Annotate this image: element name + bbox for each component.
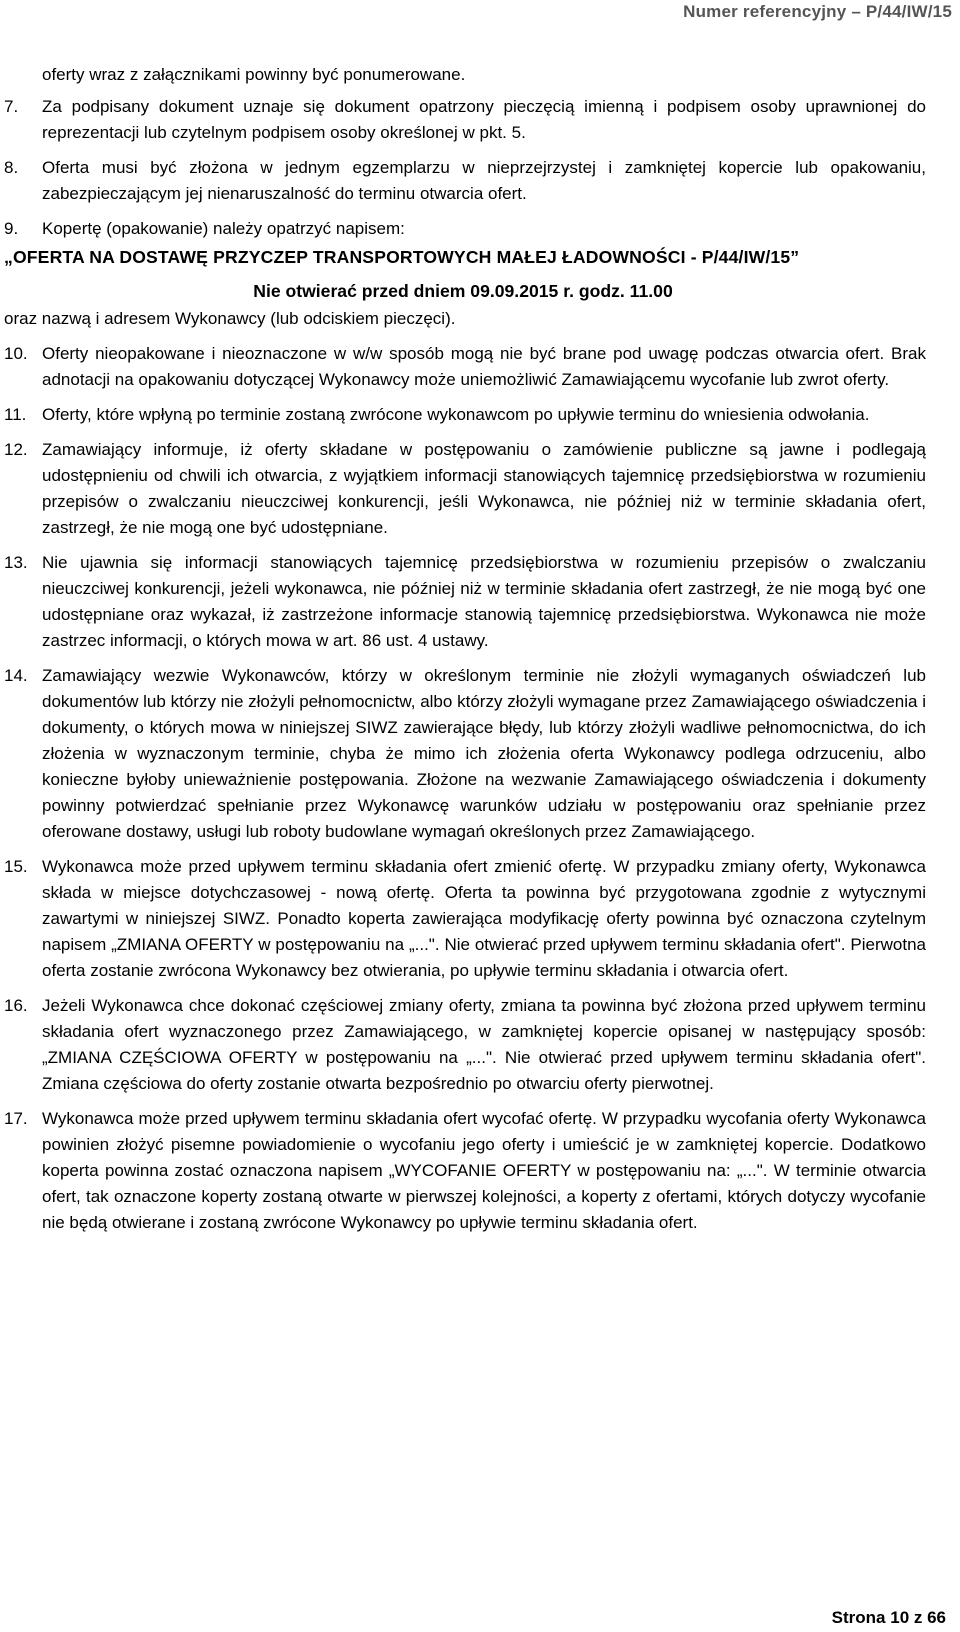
item-number: 15. — [4, 857, 28, 876]
item-text: Oferta musi być złożona w jednym egzemplarzu w nieprzejrzystej i zamkniętej kopercie lub opakowaniu, zabezpieczającym jej nienaruszalność do terminu otwarcia ofert. — [42, 158, 926, 203]
list-item — [0, 854, 926, 984]
item-text: Oferty, które wpłyną po terminie zostaną zwrócone wykonawcom po upływie terminu do wniesienia odwołania. — [42, 405, 870, 424]
envelope-label-title: „OFERTA NA DOSTAWĘ PRZYCZEP TRANSPORTOWYCH MAŁEJ ŁADOWNOŚCI - P/44/IW/15” — [4, 247, 800, 267]
item-number: 9. — [4, 219, 19, 238]
list-item — [0, 663, 926, 845]
item-number: 10. — [4, 344, 28, 363]
item-text: Jeżeli Wykonawca chce dokonać częściowej zmiany oferty, zmiana ta powinna być złożona przed upływem terminu składania ofert wyznaczonego przez Zamawiającego, w zamkniętej kopercie opisanej w następujący sposób: „ZMIANA CZĘŚCIOWA OFERTY w postępowaniu na „...". Nie otwierać przed upływem terminu składania ofert". Zmiana częściowa do oferty zostanie otwarta bezpośrednio po otwarciu oferty pierwotnej. — [42, 996, 926, 1093]
list-item — [0, 402, 926, 428]
item-number: 14. — [4, 666, 28, 685]
item-number: 12. — [4, 440, 28, 459]
item-text: Kopertę (opakowanie) należy opatrzyć napisem: — [42, 219, 405, 238]
envelope-label-date: Nie otwierać przed dniem 09.09.2015 r. godz. 11.00 — [253, 281, 673, 301]
list-item — [0, 993, 926, 1097]
list-item — [0, 341, 926, 393]
item-number: 16. — [4, 996, 28, 1015]
item-number: 11. — [4, 405, 27, 424]
document-body — [0, 62, 926, 1245]
item-number: 17. — [4, 1109, 28, 1128]
list-item — [0, 94, 926, 146]
item-text: Wykonawca może przed upływem terminu składania ofert wycofać ofertę. W przypadku wycofania oferty Wykonawca powinien złożyć pisemne powiadomienie o wycofaniu jego oferty i umieścić je w zamkniętej kopercie. Dodatkowo koperta powinna zostać oznaczona napisem „WYCOFANIE OFERTY w postępowaniu na: „...". W terminie otwarcia ofert, tak oznaczone koperty zostaną otwarte w pierwszej kolejności, a koperty z ofertami, których dotyczy wycofanie nie będą otwierane i zostaną zwrócone Wykonawcy po upływie terminu składania ofert. — [42, 1109, 926, 1232]
reference-number: Numer referencyjny – P/44/IW/15 — [683, 2, 952, 21]
item-text: Za podpisany dokument uznaje się dokument opatrzony pieczęcią imienną i podpisem osoby uprawnionej do reprezentacji lub czytelnym podpisem osoby określonej w pkt. 5. — [42, 97, 926, 142]
list-item — [0, 437, 926, 541]
item-text: Nie ujawnia się informacji stanowiących tajemnicę przedsiębiorstwa w rozumieniu przepisów o zwalczaniu nieuczciwej konkurencji, jeżeli wykonawca, nie później niż w terminie składania ofert zastrzegł, że nie mogą być one udostępniane oraz wykazał, iż zastrzeżone informacje stanowią tajemnicę przedsiębiorstwa. Wykonawca nie może zastrzec informacji, o których mowa w art. 86 ust. 4 ustawy. — [42, 553, 926, 650]
item-text: Wykonawca może przed upływem terminu składania ofert zmienić ofertę. W przypadku zmiany oferty, Wykonawca składa w miejsce dotychczasowej - nową ofertę. Oferta ta powinna być przygotowana zgodnie z wytycznymi zawartymi w niniejszej SIWZ. Ponadto koperta zawierająca modyfikację oferty powinna być oznaczona czytelnym napisem „ZMIANA OFERTY w postępowaniu na „...". Nie otwierać przed upływem terminu składania ofert". Pierwotna oferta zostanie zwrócona Wykonawcy bez otwierania, po upływie terminu składania i otwarcia ofert. — [42, 857, 926, 980]
list-item — [0, 216, 926, 242]
item-number: 13. — [4, 553, 28, 572]
list-item — [0, 1106, 926, 1236]
item-text: Oferty nieopakowane i nieoznaczone w w/w sposób mogą nie być brane pod uwagę podczas otwarcia ofert. Brak adnotacji na opakowaniu dotyczącej Wykonawcy może uniemożliwić Zamawiającemu wycofanie lub zwrot oferty. — [42, 344, 926, 389]
intro-continuation: oferty wraz z załącznikami powinny być ponumerowane. — [42, 65, 466, 84]
list-item — [0, 155, 926, 207]
item-text: Zamawiający informuje, iż oferty składane w postępowaniu o zamówienie publiczne są jawne i podlegają udostępnieniu od chwili ich otwarcia, z wyjątkiem informacji stanowiących tajemnicę przedsiębiorstwa w rozumieniu przepisów o zwalczaniu nieuczciwej konkurencji, jeśli Wykonawca, nie później niż w terminie składania ofert, zastrzegł, że nie mogą one być udostępniane. — [42, 440, 926, 537]
item-text: Zamawiający wezwie Wykonawców, którzy w określonym terminie nie złożyli wymaganych oświadczeń lub dokumentów lub którzy nie złożyli pełnomocnictw, albo którzy złożyli wymagane przez Zamawiającego oświadczenia i dokumenty, o których mowa w niniejszej SIWZ zawierające błędy, lub którzy złożyli wadliwe pełnomocnictwa, do ich złożenia w wyznaczonym terminie, chyba że mimo ich złożenia oferta Wykonawcy podlega odrzuceniu, albo konieczne byłoby unieważnienie postępowania. Złożone na wezwanie Zamawiającego oświadczenia i dokumenty powinny potwierdzać spełnianie przez Wykonawcę warunków udziału w postępowaniu oraz spełnianie przez oferowane dostawy, usługi lub roboty budowlane wymagań określonych przez Zamawiającego. — [42, 666, 926, 841]
list-item — [0, 550, 926, 654]
item-number: 8. — [4, 158, 19, 177]
page-number: Strona 10 z 66 — [831, 1608, 946, 1627]
envelope-label-note: oraz nazwą i adresem Wykonawcy (lub odciskiem pieczęci). — [4, 309, 456, 328]
item-number: 7. — [4, 97, 19, 116]
